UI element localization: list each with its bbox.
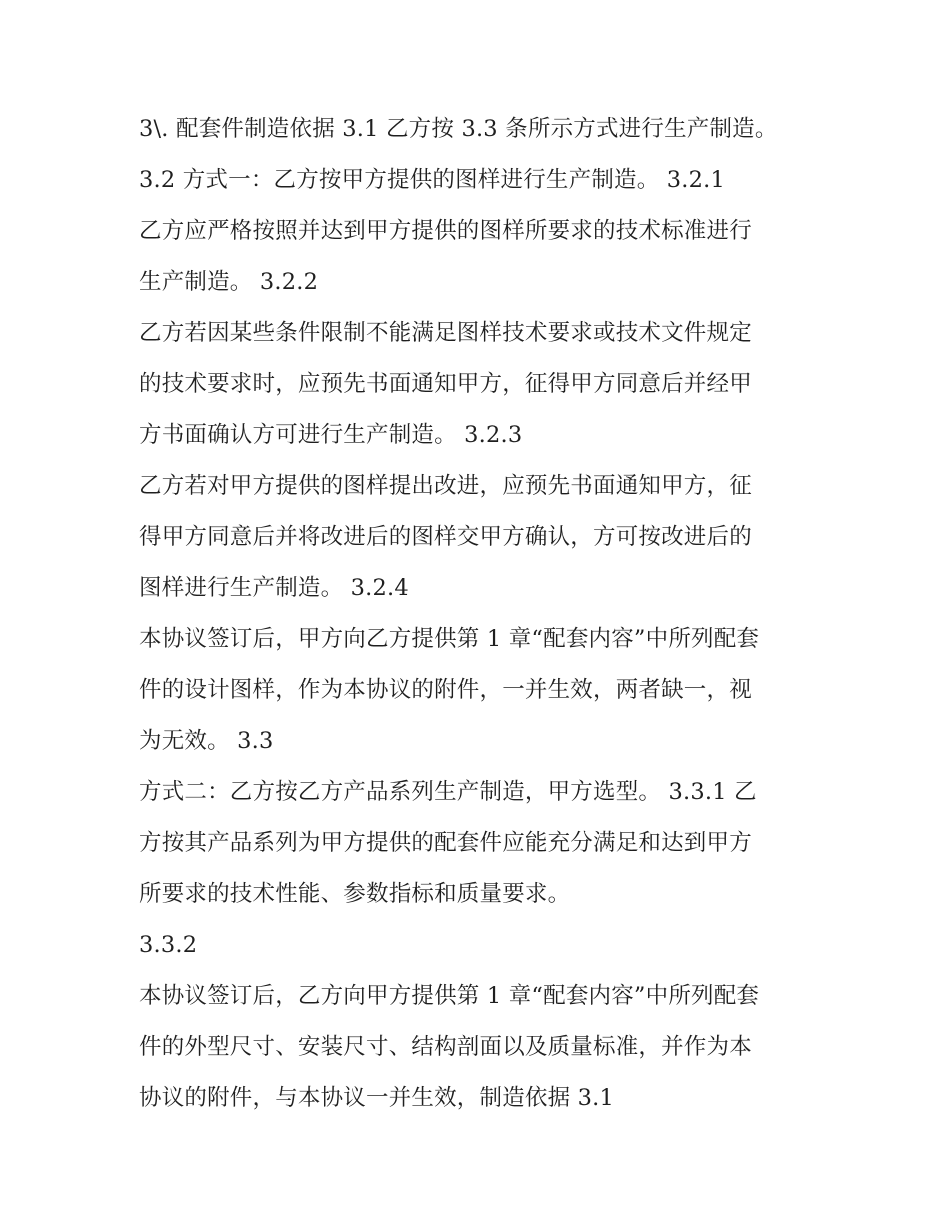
text-line: 本协议签订后，甲方向乙方提供第 1 章“配套内容”中所列配套 (139, 626, 760, 652)
text-line: 为无效。 3.3 (139, 728, 274, 754)
text-line: 件的设计图样，作为本协议的附件，一并生效，两者缺一，视 (139, 677, 752, 703)
text-line: 的技术要求时，应预先书面通知甲方，征得甲方同意后并经甲 (139, 371, 752, 397)
text-line: 所要求的技术性能、参数指标和质量要求。 (139, 881, 571, 907)
text-line: 3.2 方式一：乙方按甲方提供的图样进行生产制造。 3.2.1 (139, 167, 726, 193)
text-line: 图样进行生产制造。 3.2.4 (139, 575, 409, 601)
text-line: 方式二：乙方按乙方产品系列生产制造，甲方选型。 3.3.1 乙 (139, 779, 757, 805)
document-body (139, 104, 819, 1124)
text-line: 3.3.2 (139, 932, 198, 958)
text-line: 乙方若对甲方提供的图样提出改进，应预先书面通知甲方，征 (139, 473, 752, 499)
text-line: 乙方应严格按照并达到甲方提供的图样所要求的技术标准进行 (139, 218, 752, 244)
text-line: 生产制造。 3.2.2 (139, 269, 319, 295)
text-line: 协议的附件，与本协议一并生效，制造依据 3.1 (139, 1085, 615, 1111)
text-line: 3\. 配套件制造依据 3.1 乙方按 3.3 条所示方式进行生产制造。 (139, 116, 778, 142)
text-line: 得甲方同意后并将改进后的图样交甲方确认，方可按改进后的 (139, 524, 752, 550)
text-line: 方按其产品系列为甲方提供的配套件应能充分满足和达到甲方 (139, 830, 752, 856)
text-line: 件的外型尺寸、安装尺寸、结构剖面以及质量标准，并作为本 (139, 1034, 752, 1060)
text-line: 乙方若因某些条件限制不能满足图样技术要求或技术文件规定 (139, 320, 752, 346)
text-line: 本协议签订后，乙方向甲方提供第 1 章“配套内容”中所列配套 (139, 983, 760, 1009)
text-line: 方书面确认方可进行生产制造。 3.2.3 (139, 422, 523, 448)
